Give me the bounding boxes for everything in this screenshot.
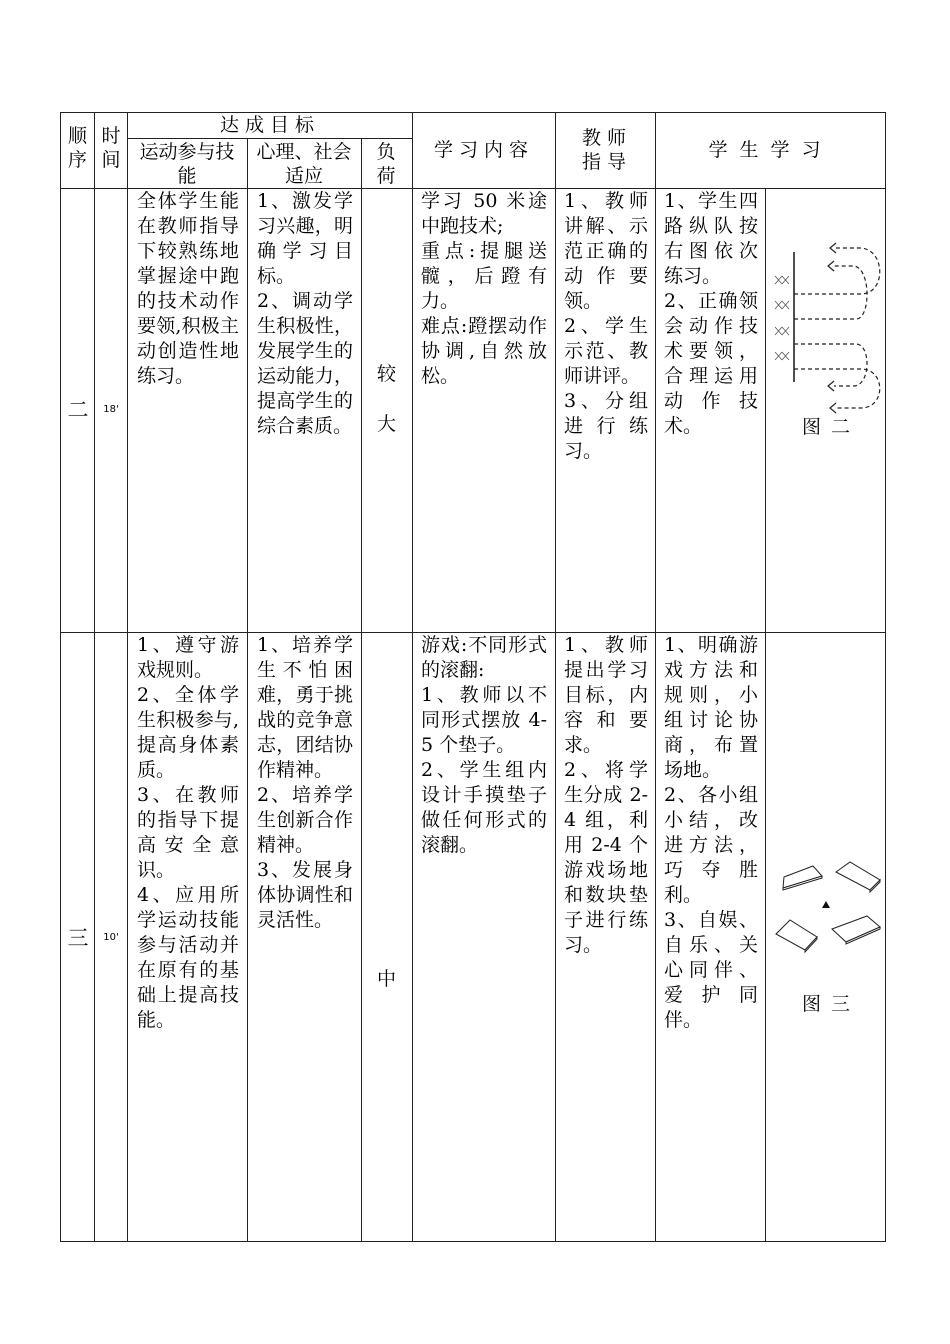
row-load: 较 大 bbox=[376, 363, 396, 435]
row-teacher-guidance: 1、教师提出学习目标，内容和要求。 2、将学生分成 2-4 组，利用 2-4 个游戏场地和数块垫子进行练习。 bbox=[564, 634, 648, 956]
row-teacher-guidance: 1、教师讲解、示范正确的动作要领。 2、学生示范、教师讲评。 3、分组进行练习。 bbox=[564, 190, 648, 462]
row-time: 10' bbox=[103, 932, 119, 943]
header-student: 学生学习 bbox=[708, 139, 833, 161]
header-goal-skill: 运动参与技能 bbox=[139, 141, 235, 187]
grid-line bbox=[247, 138, 248, 1242]
grid-line bbox=[127, 138, 413, 139]
figure-label: 图三 bbox=[802, 993, 861, 1015]
row-psych-goal: 1、激发学习兴趣，明确学习目标。 2、调动学生积极性，发展学生的运动能力，提高学生的综合素质。 bbox=[257, 190, 353, 437]
mat-top-right bbox=[836, 862, 880, 892]
header-goals: 达成目标 bbox=[219, 114, 320, 136]
row-student-learning: 1、明确游戏方法和规则，小组讨论协商，布置场地。 2、各小组小结，改进方法，巧夺胜利。 3、自娱、自乐、关心同伴、爱护同伴。 bbox=[664, 634, 758, 1031]
grid-line bbox=[655, 112, 656, 1242]
grid-line bbox=[412, 112, 413, 1242]
header-order: 顺序 bbox=[67, 125, 87, 171]
mats-layout-diagram bbox=[766, 850, 884, 960]
header-goal-psych: 心理、社会适应 bbox=[256, 141, 352, 187]
arrow-heads bbox=[828, 243, 836, 413]
lane-paths bbox=[794, 248, 880, 408]
grid-line bbox=[361, 138, 362, 1242]
center-marker bbox=[822, 901, 830, 908]
row-skill-goal: 1、遵守游戏规则。 2、全体学生积极参与,提高身体素质。 3、在教师的指导下提高安全意识。 4、应用所学运动技能参与活动并在原有的基础上提高技能。 bbox=[137, 634, 239, 1031]
row-student-learning: 1、学生四路纵队按右图依次练习。 2、正确领会动作技术要领，合理运用动作技术。 bbox=[664, 190, 758, 437]
row-psych-goal: 1、培养学生不怕困难，勇于挑战的竞争意志，团结协作精神。 2、培养学生创新合作精神。 3、发展身体协调性和灵活性。 bbox=[257, 634, 353, 931]
row-time: 18' bbox=[103, 404, 119, 415]
grid-line bbox=[885, 112, 886, 1242]
row-order: 三 bbox=[67, 926, 89, 950]
mat-bottom-left bbox=[776, 920, 817, 952]
grid-line bbox=[94, 112, 95, 1242]
start-markers bbox=[775, 276, 789, 360]
row-load: 中 bbox=[376, 968, 396, 990]
row-order: 二 bbox=[67, 398, 89, 422]
row-skill-goal: 全体学生能在教师指导下较熟练地掌握途中跑的技术动作要领,积极主动创造性地练习。 bbox=[137, 190, 239, 387]
mat-top-left bbox=[783, 866, 822, 890]
grid-line bbox=[60, 1241, 886, 1242]
running-lanes-diagram bbox=[766, 230, 884, 420]
figure-label: 图二 bbox=[802, 416, 861, 438]
grid-line bbox=[127, 112, 128, 1242]
header-teacher: 教师指导 bbox=[581, 127, 632, 173]
row-content: 学习 50 米途中跑技术; 重点:提腿送髋，后蹬有力。 难点:蹬摆动作协调,自然放松。 bbox=[421, 190, 547, 387]
header-time: 时间 bbox=[101, 125, 121, 171]
mat-bottom-right bbox=[832, 916, 880, 944]
row-content: 游戏:不同形式的滚翻: 1、教师以不同形式摆放 4-5 个垫子。 2、学生组内设计手摸垫子做任何形式的滚翻。 bbox=[421, 634, 547, 856]
grid-line bbox=[60, 112, 61, 1242]
header-goal-load: 负荷 bbox=[376, 141, 396, 187]
header-content: 学习内容 bbox=[433, 139, 534, 161]
grid-line bbox=[555, 112, 556, 1242]
